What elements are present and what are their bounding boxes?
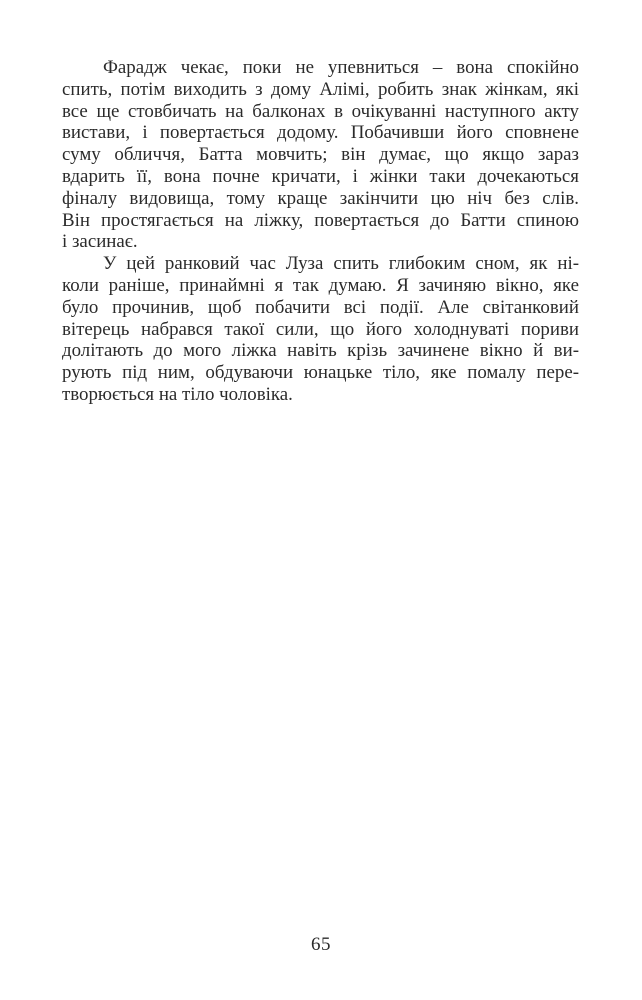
text-line: фіналу видовища, тому краще закінчити цю ніч без слів. <box>62 187 579 209</box>
paragraph <box>62 253 579 406</box>
text-line: вистави, і повертається додому. Побачивши його сповнене <box>62 122 579 144</box>
text-line: рують під ним, обдуваючи юнацьке тіло, яке помалу пере- <box>62 362 579 384</box>
text-line: долітають до мого ліжка навіть крізь зачинене вікно й ви- <box>62 340 579 362</box>
text-line: вдарить її, вона почне кричати, і жінки таки дочекаються <box>62 165 579 187</box>
text-line: коли раніше, принаймні я так думаю. Я зачиняю вікно, яке <box>62 274 579 296</box>
text-line: було прочинив, щоб побачити всі події. Але світанковий <box>62 296 579 318</box>
page-number: 65 <box>311 934 331 955</box>
text-line: вітерець набрався такої сили, що його холоднуваті пориви <box>62 318 579 340</box>
text-line: суму обличчя, Батта мовчить; він думає, що якщо зараз <box>62 144 579 166</box>
text-line: творюється на тіло чоловіка. <box>62 383 293 405</box>
text-line: спить, потім виходить з дому Алімі, робить знак жінкам, які <box>62 78 579 100</box>
body-text <box>62 57 579 406</box>
paragraph <box>62 57 579 253</box>
text-line: все ще стовбичать на балконах в очікуванні наступного акту <box>62 100 579 122</box>
text-line: і засинає. <box>62 231 138 253</box>
text-line: У цей ранковий час Луза спить глибоким сном, як ні- <box>103 253 579 275</box>
text-line: Фарадж чекає, поки не упевниться – вона спокійно <box>103 57 579 78</box>
text-line: Він простягається на ліжку, повертається до Батти спиною <box>62 209 579 231</box>
